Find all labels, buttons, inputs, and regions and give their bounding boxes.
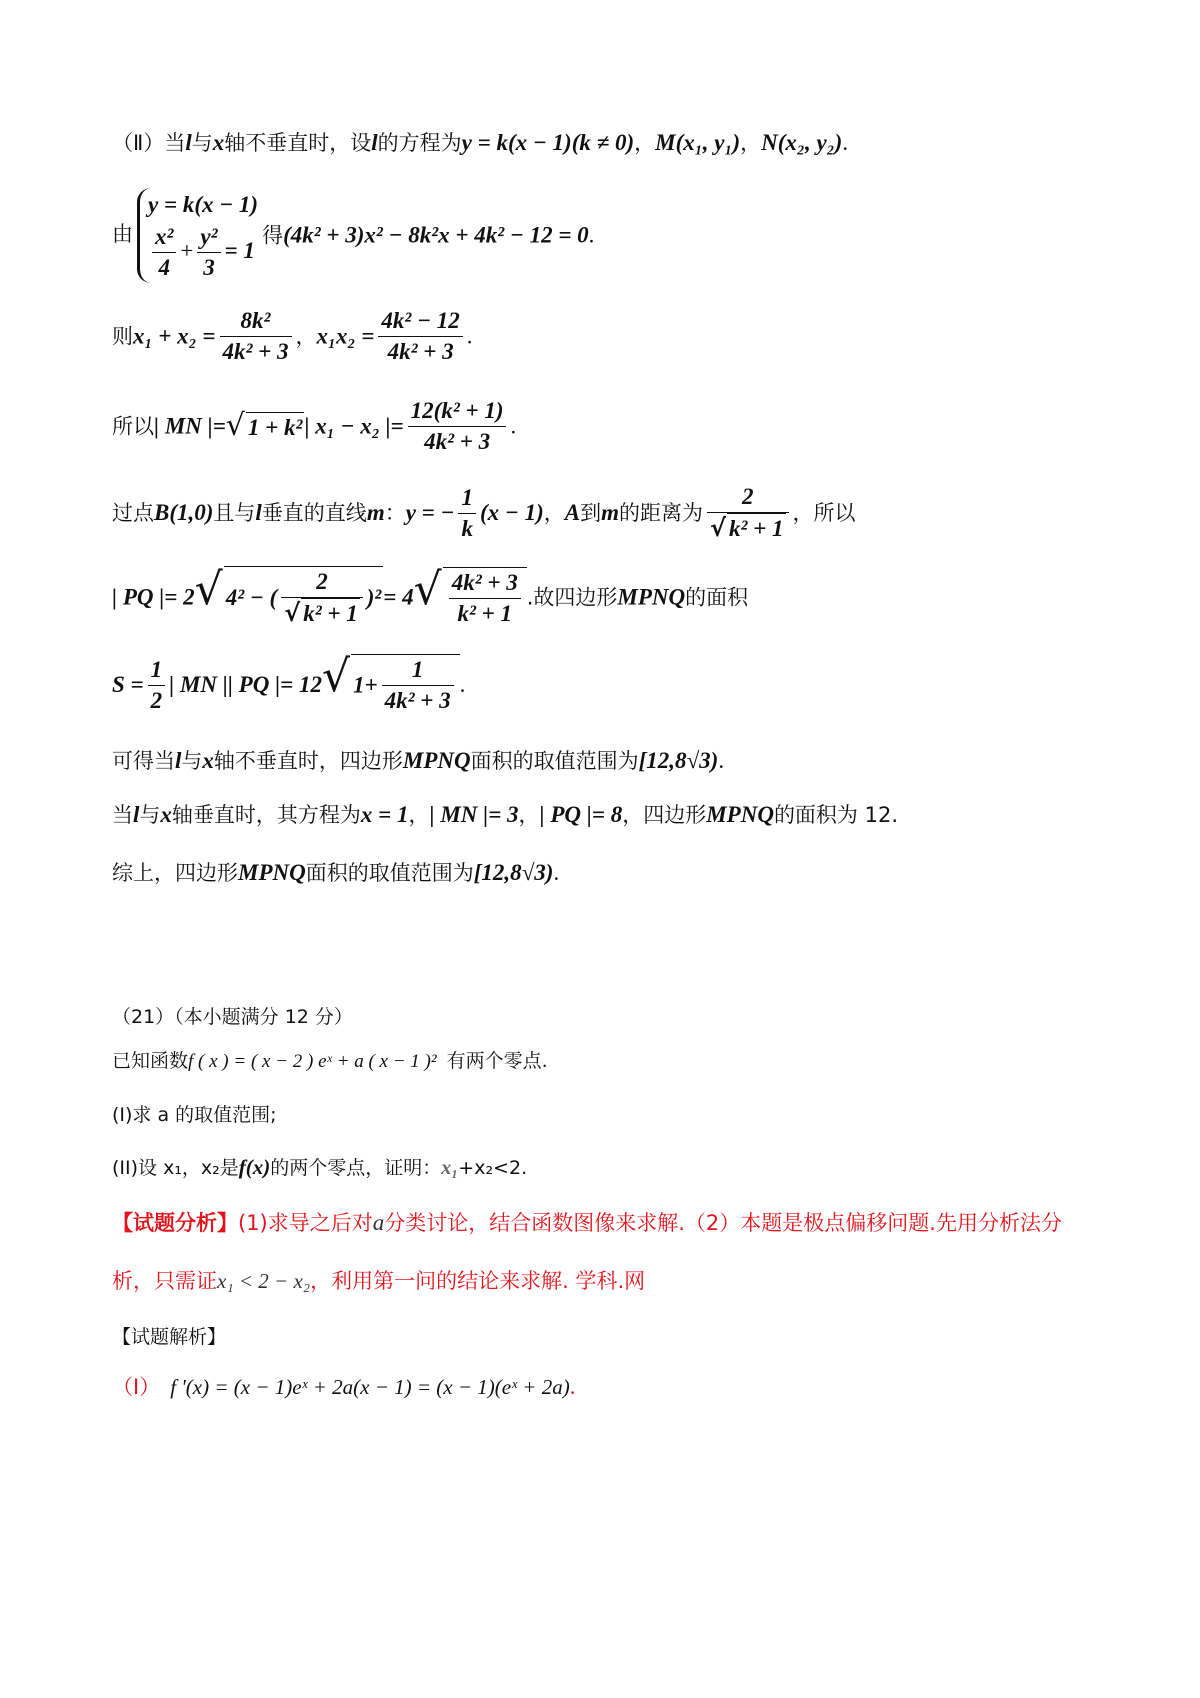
point-n: N(x₂, y₂) — [761, 130, 843, 155]
numerator: 4k² + 3 — [449, 568, 521, 599]
text: = 4 — [383, 584, 414, 610]
solution-label-line — [112, 1322, 226, 1352]
sqrt-expression — [413, 563, 527, 626]
text: 的两个零点，证明： — [270, 1157, 442, 1179]
radical-sign: √ — [709, 514, 726, 542]
radicand: 1 + k² — [246, 412, 305, 443]
text: (x − 1) — [479, 500, 544, 525]
mn-value: | MN |= 3 — [429, 802, 519, 827]
math-x: x — [202, 748, 214, 773]
text: 当 — [112, 803, 133, 827]
text: (II)设 x₁，x₂是 — [112, 1157, 239, 1179]
math-l: l — [175, 748, 182, 773]
fraction — [378, 306, 462, 367]
numerator: 2 — [281, 567, 363, 598]
fraction — [281, 567, 363, 629]
math-m: m — [601, 500, 619, 525]
numerator: 4k² − 12 — [378, 306, 462, 337]
text: 得 — [262, 223, 284, 248]
radicand — [443, 567, 527, 629]
denominator: 4k² + 3 — [384, 688, 451, 713]
text: ， — [543, 501, 565, 525]
text: 分类讨论，结合函数图像来求解.（2）本题是极点偏移问题.先用分析法分 — [384, 1211, 1062, 1235]
radical-sign: √ — [225, 407, 245, 443]
text: S = — [112, 672, 144, 697]
text: 析，只需证 — [112, 1269, 217, 1293]
line-m — [112, 482, 856, 544]
text: 4² − ( — [225, 585, 278, 610]
math-m: m — [366, 500, 385, 525]
text: 综上，四边形 — [112, 861, 238, 885]
text: 轴垂直时，其方程为 — [171, 803, 361, 827]
math-l: l — [185, 130, 192, 155]
system-eq2 — [148, 222, 258, 283]
text: ： — [384, 501, 406, 525]
radicand — [224, 566, 384, 629]
denominator: k — [461, 515, 473, 541]
text: . — [718, 748, 725, 773]
math-a: a — [372, 1210, 385, 1235]
numerator: 8k² — [220, 306, 292, 337]
fraction — [148, 655, 166, 716]
radicand: k² + 1 — [301, 598, 360, 629]
text: . — [510, 413, 517, 439]
analysis-label: 【试题分析】 — [112, 1211, 238, 1235]
mn-line — [112, 396, 516, 457]
problem21-part1 — [112, 1100, 277, 1130]
problem21-part2 — [112, 1152, 527, 1183]
analysis-line-2 — [112, 1266, 645, 1296]
numerator: 1 — [458, 483, 476, 514]
numerator: 2 — [707, 482, 789, 513]
math-x1: x₁ — [441, 1157, 459, 1179]
text: 面积的取值范围为 — [470, 749, 639, 773]
text: 则 — [112, 324, 133, 349]
text: ， — [408, 803, 430, 827]
sqrt-expression — [194, 563, 384, 627]
text: . — [842, 130, 849, 155]
text: .故四边形 — [526, 585, 618, 610]
sqrt-expression — [225, 407, 305, 443]
solution-label: 【试题解析】 — [112, 1326, 227, 1348]
problem21-header — [112, 1002, 353, 1032]
text: . — [459, 672, 466, 697]
fraction — [220, 306, 292, 367]
conclusion-2 — [112, 800, 898, 830]
math-l: l — [133, 802, 140, 827]
text: y = − — [405, 500, 455, 525]
problem21-statement — [112, 1046, 548, 1077]
text: ， — [634, 131, 656, 155]
denominator: 2 — [150, 687, 163, 713]
fraction — [408, 396, 507, 457]
text: ， — [518, 803, 540, 827]
conclusion-1 — [112, 746, 724, 776]
quadrilateral-name: MPNQ — [706, 802, 774, 827]
text: ，利用第一问的结论来求解. 学科.网 — [310, 1269, 646, 1293]
quadrilateral-name: MPNQ — [238, 860, 306, 885]
area-range: [12,8√3) — [473, 860, 554, 885]
denominator — [281, 598, 363, 629]
radicand: k² + 1 — [727, 513, 786, 544]
text: 到 — [580, 501, 602, 525]
vertical-line-eq: x = 1 — [360, 802, 409, 827]
math-l: l — [255, 500, 262, 525]
numerator: 12(k² + 1) — [408, 396, 507, 427]
text: (1)求导之后对 — [238, 1211, 373, 1235]
quadrilateral-name: MPNQ — [402, 748, 471, 773]
text: 的面积为 12. — [773, 803, 899, 827]
math-l: l — [371, 130, 378, 155]
system-line — [112, 188, 594, 283]
denominator: 4 — [158, 255, 170, 280]
point-b: B(1,0) — [154, 500, 214, 525]
text: ， — [740, 131, 762, 155]
point-m: M(x₁, y₁) — [655, 130, 741, 155]
text: 的方程为 — [377, 131, 462, 155]
sqrt-expression — [322, 651, 460, 713]
denominator: 4k² + 3 — [222, 339, 289, 364]
text: . — [466, 323, 473, 349]
area-line — [112, 651, 466, 716]
text: ，四边形 — [622, 803, 707, 827]
fraction — [382, 655, 454, 716]
math-x: x — [212, 130, 225, 155]
radicand — [351, 654, 460, 716]
fraction — [197, 222, 220, 283]
numerator: 1 — [148, 655, 166, 686]
text: . — [569, 1374, 576, 1399]
text: 所以 — [112, 414, 154, 439]
text: 1+ — [353, 672, 378, 698]
text: + — [180, 238, 194, 263]
quadrilateral-name: MPNQ — [617, 584, 686, 610]
numerator: y² — [197, 222, 220, 253]
text: 已知函数 — [112, 1050, 189, 1072]
text: 且与 — [213, 501, 256, 525]
text: ，所以 — [792, 501, 856, 525]
text: . — [588, 222, 595, 248]
text: 面积的取值范围为 — [305, 861, 474, 885]
text: 的面积 — [685, 585, 749, 610]
function-definition: f ( x ) = ( x − 2 ) eˣ + a ( x − 1 )² — [188, 1051, 437, 1072]
radical-sign: √ — [284, 599, 301, 627]
radical-sign: √ — [194, 563, 223, 615]
equation-system — [137, 188, 258, 283]
text: +x₂<2. — [458, 1157, 528, 1179]
conclusion-3 — [112, 858, 559, 888]
text: 的距离为 — [618, 501, 703, 525]
text: 过点 — [112, 501, 154, 525]
fraction — [707, 482, 789, 544]
text: = 1 — [224, 238, 255, 263]
radical-sign: √ — [413, 563, 442, 615]
denominator: 4k² + 3 — [424, 429, 491, 454]
point-a: A — [564, 500, 581, 525]
part-label: （Ⅰ） — [112, 1375, 161, 1399]
text: ， — [295, 324, 317, 349]
sum-lhs: x₁ + x₂ = — [133, 323, 216, 349]
quadratic-result: (4k² + 3)x² − 8k²x + 4k² − 12 = 0 — [283, 222, 589, 248]
inequality: x₁ < 2 − x₂ — [217, 1269, 311, 1293]
radical-sign: √ — [322, 651, 351, 702]
system-eq1: y = k(x − 1) — [148, 192, 259, 217]
denominator: k² + 1 — [457, 600, 512, 626]
derivative-expression: f '(x) = (x − 1)eˣ + 2a(x − 1) = (x − 1)(eˣ + 2a) — [170, 1375, 570, 1399]
numerator: 1 — [382, 655, 454, 686]
solution-part1 — [112, 1372, 575, 1402]
denominator — [707, 513, 789, 544]
fraction — [458, 483, 476, 544]
text: )² — [366, 585, 382, 610]
section2-intro — [112, 128, 848, 158]
text: （Ⅱ）当 — [112, 131, 186, 155]
text: 与 — [191, 131, 213, 155]
problem-header: （21）（本小题满分 12 分） — [112, 1006, 353, 1028]
function-fx: f(x) — [238, 1155, 271, 1179]
text: 有两个零点. — [446, 1050, 548, 1072]
denominator: 4k² + 3 — [387, 339, 454, 364]
fraction — [449, 568, 521, 629]
numerator: x² — [152, 222, 176, 253]
text: 由 — [112, 222, 133, 246]
text: | x₁ − x₂ |= — [304, 413, 404, 439]
text: . — [553, 860, 560, 885]
prod-lhs: x₁x₂ = — [316, 323, 375, 349]
pq-value: | PQ |= 8 — [539, 802, 623, 827]
text: 垂直的直线 — [261, 501, 367, 525]
denominator: 3 — [203, 255, 215, 280]
fraction — [152, 222, 176, 283]
text: 与 — [181, 749, 203, 773]
text: 可得当 — [112, 749, 175, 773]
text: | PQ |= 2 — [112, 584, 195, 610]
math-x: x — [160, 802, 172, 827]
pq-line — [112, 563, 749, 629]
vieta-line — [112, 306, 473, 367]
text: 与 — [139, 803, 161, 827]
text: | MN |= — [154, 413, 226, 439]
text: (I)求 a 的取值范围; — [112, 1104, 277, 1126]
analysis-line-1 — [112, 1208, 1062, 1238]
line-equation: y = k(x − 1)(k ≠ 0) — [461, 130, 635, 155]
text: | MN || PQ |= 12 — [169, 672, 322, 697]
text: 轴不垂直时，四边形 — [213, 749, 403, 773]
area-range: [12,8√3) — [638, 748, 719, 773]
text: 轴不垂直时，设 — [224, 131, 372, 155]
